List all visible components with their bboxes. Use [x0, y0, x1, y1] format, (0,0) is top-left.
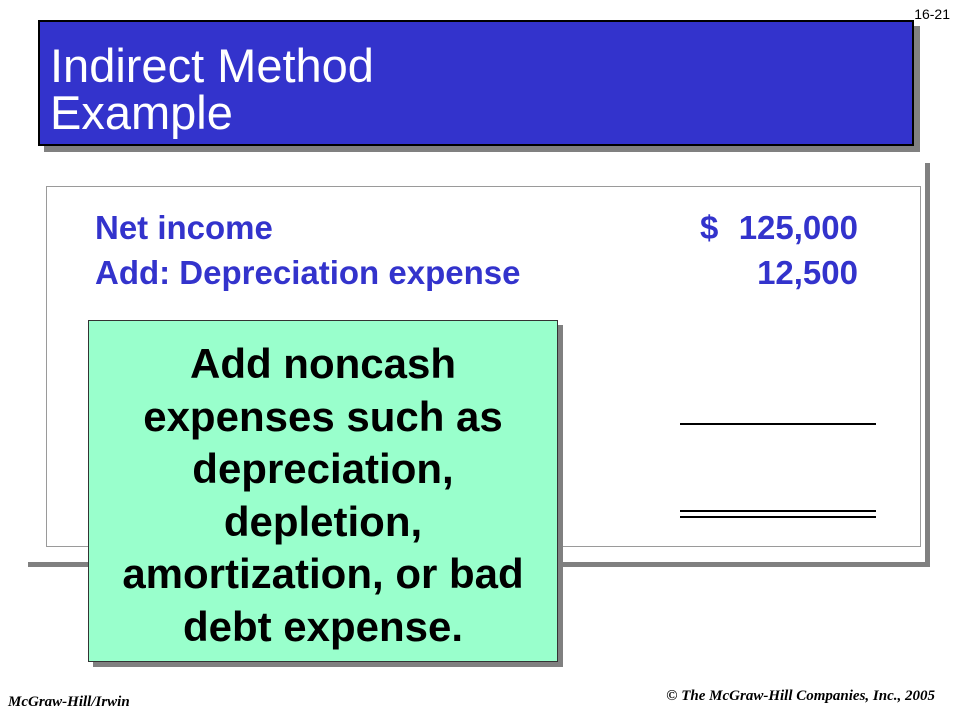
- callout-line: Add noncash: [189, 340, 456, 387]
- slide-title-line-2: Example: [50, 86, 233, 139]
- callout-box: [88, 320, 558, 662]
- copyright-footer: © The McGraw-Hill Companies, Inc., 2005: [666, 688, 935, 704]
- callout-line: expenses such as: [143, 392, 503, 440]
- total-double-rule: [680, 510, 876, 518]
- callout-line: amortization, or bad: [122, 550, 524, 597]
- subtotal-rule: [680, 423, 876, 425]
- depreciation-label: Add: Depreciation expense: [95, 254, 521, 291]
- callout-line: depletion,: [223, 497, 423, 545]
- callout-line: depreciation,: [192, 445, 454, 492]
- slide-title: [50, 39, 374, 139]
- slide-number: 16-21: [914, 6, 950, 22]
- net-income-currency: $: [700, 209, 719, 246]
- depreciation-amount: 12,500: [757, 254, 858, 291]
- net-income-label: Net income: [95, 209, 273, 246]
- callout-line: debt expense.: [182, 602, 464, 650]
- publisher-footer: McGraw-Hill/Irwin: [8, 694, 130, 710]
- title-banner: [38, 20, 914, 146]
- slide-title-line-1: Indirect Method: [50, 39, 374, 92]
- net-income-amount: 125,000: [738, 209, 858, 246]
